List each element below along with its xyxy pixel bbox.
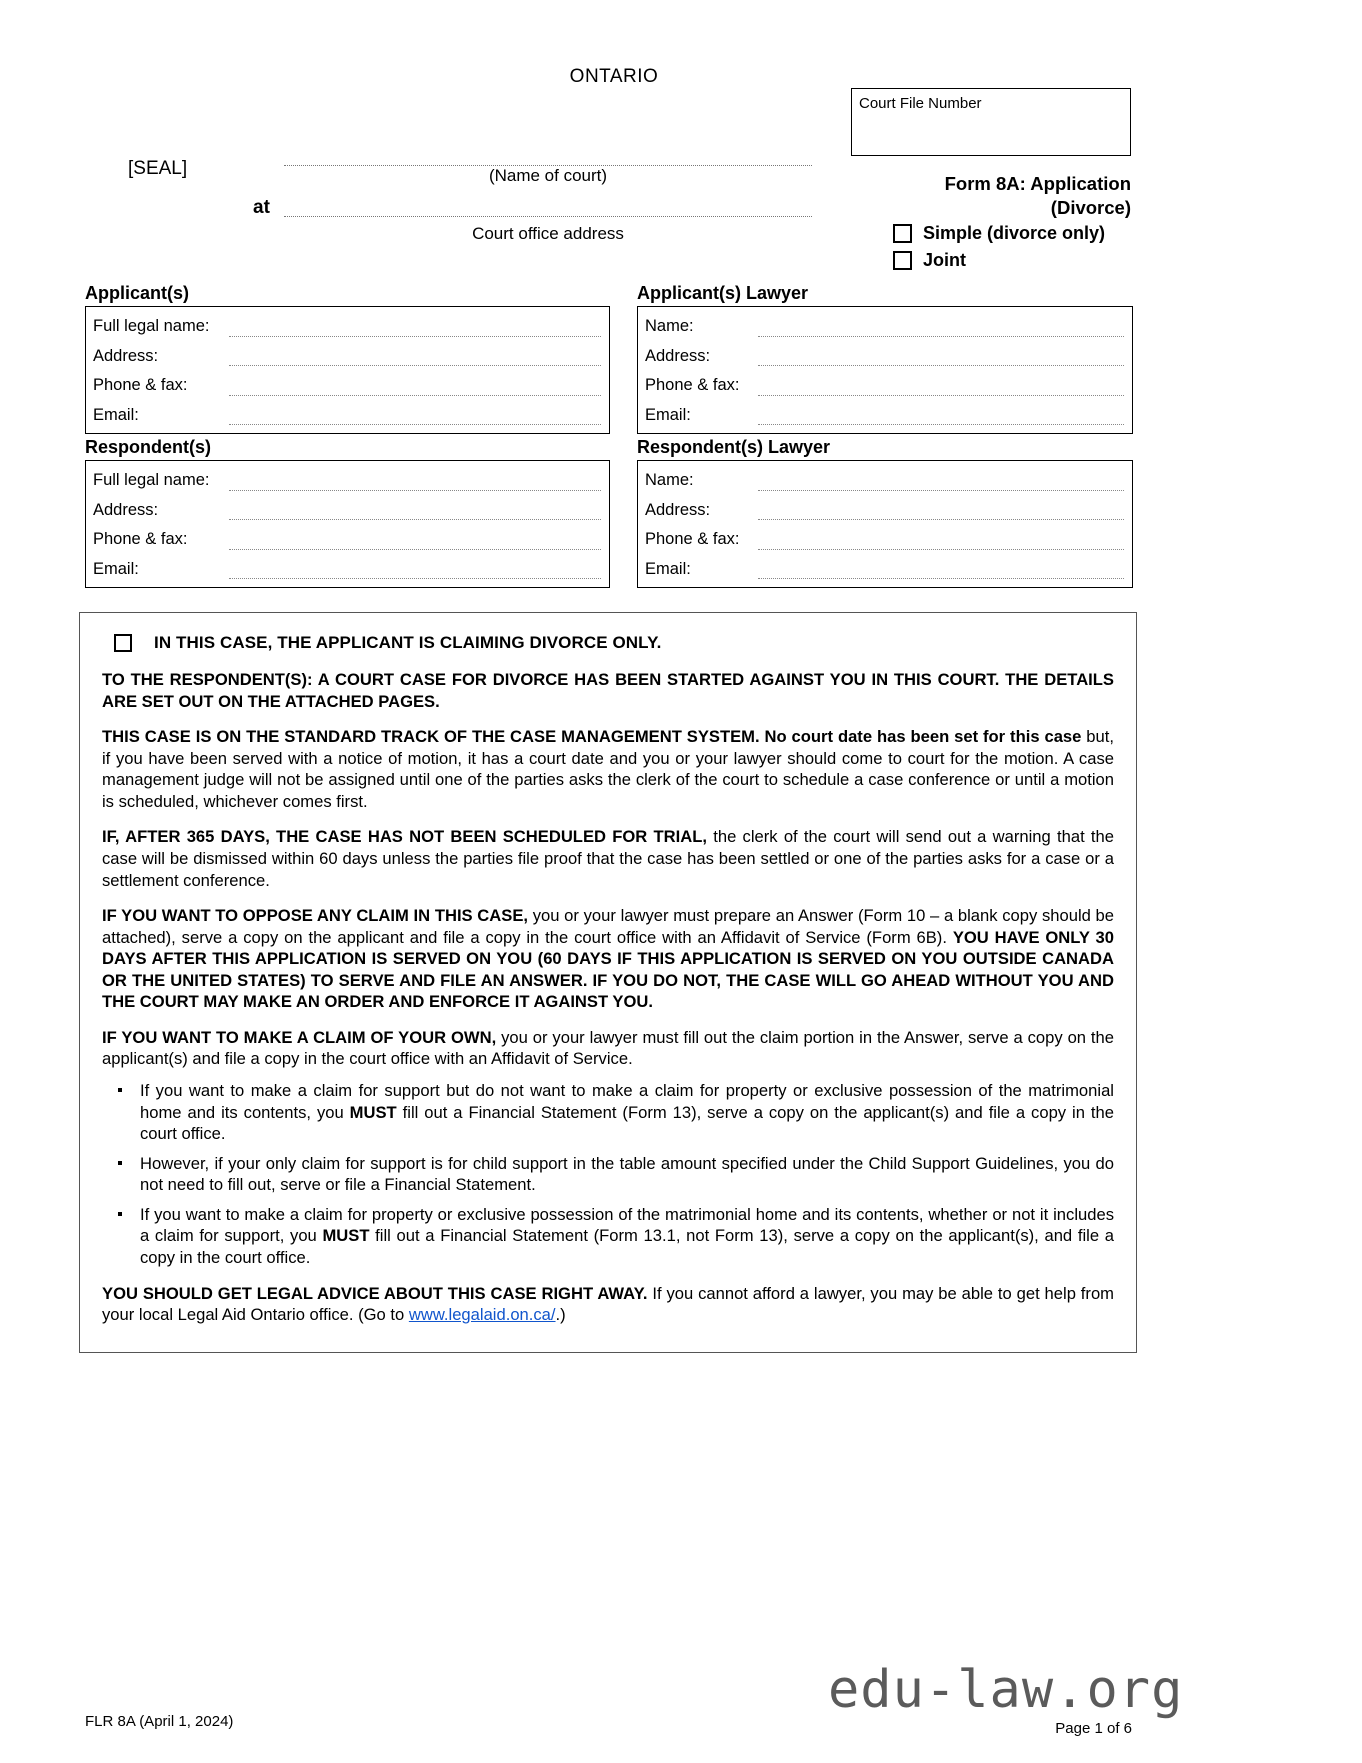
applicant-email-input[interactable]: [229, 411, 601, 425]
applicant-email-row[interactable]: [86, 396, 609, 426]
at-label: at: [253, 197, 270, 218]
paragraph-oppose-claim: [102, 905, 1114, 1013]
legal-advice-rest-a: If you cannot afford a lawyer, you may be able to get help from your local Legal Aid Ontario office. (Go to: [102, 1283, 1114, 1325]
respondent-lawyer-address-row[interactable]: [638, 491, 1132, 521]
bullet3-must: MUST: [322, 1226, 370, 1246]
bullet-square-icon: [118, 1212, 122, 1216]
applicants-heading: Applicant(s): [85, 283, 190, 303]
days-365-rest: the clerk of the court will send out a warning that the case will be dismissed within 60 days unless the parties file proof that the case has been settled or one of the parties asks for a case or a settlement conference.: [102, 827, 1114, 890]
respondent-lawyer-heading: Respondent(s) Lawyer: [637, 437, 831, 457]
bullet3-part-b: fill out a Financial Statement (Form 13.1, not Form 13), serve a copy on the applicant(s), and file a copy in the court office.: [140, 1226, 1114, 1267]
bullet1-must: MUST: [349, 1102, 397, 1122]
divorce-only-checkbox-label: IN THIS CASE, THE APPLICANT IS CLAIMING DIVORCE ONLY.: [154, 633, 662, 652]
respondent-lawyer-phone-fax-label: Phone & fax:: [645, 530, 740, 549]
applicant-lawyer-email-row[interactable]: [638, 396, 1132, 426]
court-file-number-box[interactable]: [851, 88, 1131, 156]
standard-track-bold: THIS CASE IS ON THE STANDARD TRACK OF THE CASE MANAGEMENT SYSTEM. No court date has been set for this case: [102, 727, 1082, 747]
bullet-square-icon: [118, 1088, 122, 1092]
seal-placeholder: [SEAL]: [128, 158, 188, 179]
name-of-court-caption: (Name of court): [488, 166, 608, 185]
respondent-address-row[interactable]: [86, 491, 609, 521]
respondent-lawyer-box: [637, 460, 1133, 588]
applicant-lawyer-name-row[interactable]: [638, 307, 1132, 337]
legal-advice-bold: YOU SHOULD GET LEGAL ADVICE ABOUT THIS CASE RIGHT AWAY.: [102, 1283, 648, 1303]
applicant-lawyer-phone-fax-label: Phone & fax:: [645, 376, 740, 395]
days-365-bold: IF, AFTER 365 DAYS, THE CASE HAS NOT BEEN SCHEDULED FOR TRIAL,: [102, 827, 707, 847]
bullet1-part-b: fill out a Financial Statement (Form 13), serve a copy on the applicant(s) and file a copy in the court office.: [140, 1102, 1114, 1144]
bullet-square-icon: [118, 1161, 122, 1165]
form-title-line2: (Divorce): [1050, 196, 1131, 218]
applicant-lawyer-phone-fax-input[interactable]: [758, 382, 1124, 396]
checkbox-joint[interactable]: [893, 251, 912, 270]
respondent-lawyer-name-input[interactable]: [758, 477, 1124, 491]
respondent-full-legal-name-input[interactable]: [229, 477, 601, 491]
respondent-lawyer-email-label: Email:: [645, 559, 691, 578]
applicant-full-legal-name-input[interactable]: [229, 323, 601, 337]
checkbox-claiming-divorce-only[interactable]: [114, 634, 132, 652]
bullet2-text: However, if your only claim for support is for child support in the table amount specified under the Child Support Guidelines, you do not need to fill out, serve or file a Financial Statement.: [140, 1153, 1114, 1195]
applicant-lawyer-name-input[interactable]: [758, 323, 1124, 337]
respondent-phone-fax-row[interactable]: [86, 520, 609, 550]
respondent-full-legal-name-label: Full legal name:: [93, 471, 210, 490]
paragraph-to-respondent: [102, 669, 1114, 712]
page-title: ONTARIO: [569, 66, 659, 87]
applicant-lawyer-email-input[interactable]: [758, 411, 1124, 425]
respondent-lawyer-address-label: Address:: [645, 500, 711, 519]
respondent-phone-fax-label: Phone & fax:: [93, 530, 188, 549]
make-claim-rest: you or your lawyer must fill out the claim portion in the Answer, serve a copy on the applicant(s) and file a copy in the court office with an Affidavit of Service.: [102, 1027, 1115, 1069]
respondents-heading: Respondent(s): [85, 437, 211, 457]
notice-to-respondent-box: [79, 612, 1137, 1353]
respondent-phone-fax-input[interactable]: [229, 536, 601, 550]
oppose-mid: you or your lawyer must prepare an Answer (Form 10 – a blank copy should be attached), serve a copy on the applicant and file a copy in the court office with an Affidavit of Service (Form 6B).: [102, 906, 1115, 947]
paragraph-legal-advice: [102, 1283, 1114, 1326]
list-item: [102, 1080, 1114, 1145]
watermark: edu-law.org: [828, 1660, 1184, 1720]
respondent-address-label: Address:: [93, 500, 159, 519]
court-office-address-caption: Court office address: [472, 224, 624, 243]
applicant-lawyer-address-input[interactable]: [758, 352, 1124, 366]
paragraph-make-claim: [102, 1027, 1114, 1070]
applicant-email-label: Email:: [93, 405, 139, 424]
claim-bullet-list: [102, 1080, 1114, 1269]
respondent-lawyer-address-input[interactable]: [758, 506, 1124, 520]
applicant-address-row[interactable]: [86, 337, 609, 367]
legal-advice-rest-b: .): [555, 1305, 566, 1325]
list-item: [102, 1204, 1114, 1269]
paragraph-365-days: [102, 826, 1114, 891]
checkbox-joint-label: Joint: [923, 250, 966, 270]
form-title: [790, 172, 1131, 219]
respondent-email-label: Email:: [93, 559, 139, 578]
respondent-email-row[interactable]: [86, 550, 609, 580]
applicant-address-label: Address:: [93, 346, 159, 365]
respondent-lawyer-name-row[interactable]: [638, 461, 1132, 491]
applicant-lawyer-address-row[interactable]: [638, 337, 1132, 367]
divorce-only-checkbox-row[interactable]: [114, 633, 1114, 653]
checkbox-row-simple[interactable]: [893, 223, 1105, 244]
respondents-box: [85, 460, 610, 588]
applicant-phone-fax-row[interactable]: [86, 366, 609, 396]
standard-track-rest: but, if you have been served with a notice of motion, it has a court date and you or your lawyer should come to court for the motion. A case management judge will not be assigned until one of the parties asks the clerk of the court to schedule a case conference or until a motion is scheduled, whichever comes first.: [102, 727, 1114, 811]
form-title-line1: Form 8A: Application: [944, 173, 1131, 194]
respondent-email-input[interactable]: [229, 565, 601, 579]
make-claim-bold: IF YOU WANT TO MAKE A CLAIM OF YOUR OWN,: [102, 1027, 497, 1047]
legal-aid-link[interactable]: www.legalaid.on.ca/: [408, 1305, 556, 1325]
page-number-label: Page 1 of 6: [1055, 1720, 1132, 1737]
applicant-lawyer-name-label: Name:: [645, 317, 694, 336]
court-office-address-input[interactable]: [284, 216, 812, 217]
paragraph-standard-track: [102, 726, 1114, 812]
applicant-address-input[interactable]: [229, 352, 601, 366]
checkbox-simple-divorce-only[interactable]: [893, 224, 912, 243]
bullet3-part-a: If you want to make a claim for property or exclusive possession of the matrimonial home and its contents, whether or not it includes a claim for support, you: [140, 1204, 1114, 1246]
applicant-lawyer-email-label: Email:: [645, 405, 691, 424]
to-respondent-text: TO THE RESPONDENT(S): A COURT CASE FOR DIVORCE HAS BEEN STARTED AGAINST YOU IN THIS COURT. THE DETAILS ARE SET OUT ON THE ATTACHED PAGES.: [102, 670, 1114, 711]
court-file-number-label: Court File Number: [859, 95, 982, 112]
applicants-box: [85, 306, 610, 434]
applicant-phone-fax-label: Phone & fax:: [93, 376, 188, 395]
applicant-lawyer-phone-fax-row[interactable]: [638, 366, 1132, 396]
respondent-address-input[interactable]: [229, 506, 601, 520]
checkbox-simple-label: Simple (divorce only): [923, 223, 1106, 243]
applicant-lawyer-heading: Applicant(s) Lawyer: [637, 283, 809, 303]
respondent-lawyer-name-label: Name:: [645, 471, 694, 490]
respondent-lawyer-phone-fax-input[interactable]: [758, 536, 1124, 550]
respondent-full-legal-name-row[interactable]: [86, 461, 609, 491]
applicant-full-legal-name-row[interactable]: [86, 307, 609, 337]
oppose-bold2: YOU HAVE ONLY 30 DAYS AFTER THIS APPLICATION IS SERVED ON YOU (60 DAYS IF THIS APPLICATION IS SERVED ON YOU OUTSIDE CANADA OR THE UNITED STATES) TO SERVE AND FILE AN ANSWER. IF YOU DO NOT, THE CASE WILL GO AHEAD WITHOUT YOU AND THE COURT MAY MAKE AN ORDER AND ENFORCE IT AGAINST YOU.: [102, 927, 1115, 1012]
checkbox-row-joint[interactable]: [893, 250, 966, 271]
respondent-lawyer-email-input[interactable]: [758, 565, 1124, 579]
applicant-lawyer-address-label: Address:: [645, 346, 711, 365]
respondent-lawyer-phone-fax-row[interactable]: [638, 520, 1132, 550]
applicant-full-legal-name-label: Full legal name:: [93, 317, 210, 336]
oppose-bold: IF YOU WANT TO OPPOSE ANY CLAIM IN THIS CASE,: [102, 906, 529, 926]
bullet1-part-a: If you want to make a claim for support but do not want to make a claim for property or exclusive possession of the matrimonial home and its contents, you: [140, 1081, 1114, 1122]
list-item: [102, 1153, 1114, 1196]
form-revision-label: FLR 8A (April 1, 2024): [85, 1713, 234, 1730]
applicant-phone-fax-input[interactable]: [229, 382, 601, 396]
applicant-lawyer-box: [637, 306, 1133, 434]
respondent-lawyer-email-row[interactable]: [638, 550, 1132, 580]
